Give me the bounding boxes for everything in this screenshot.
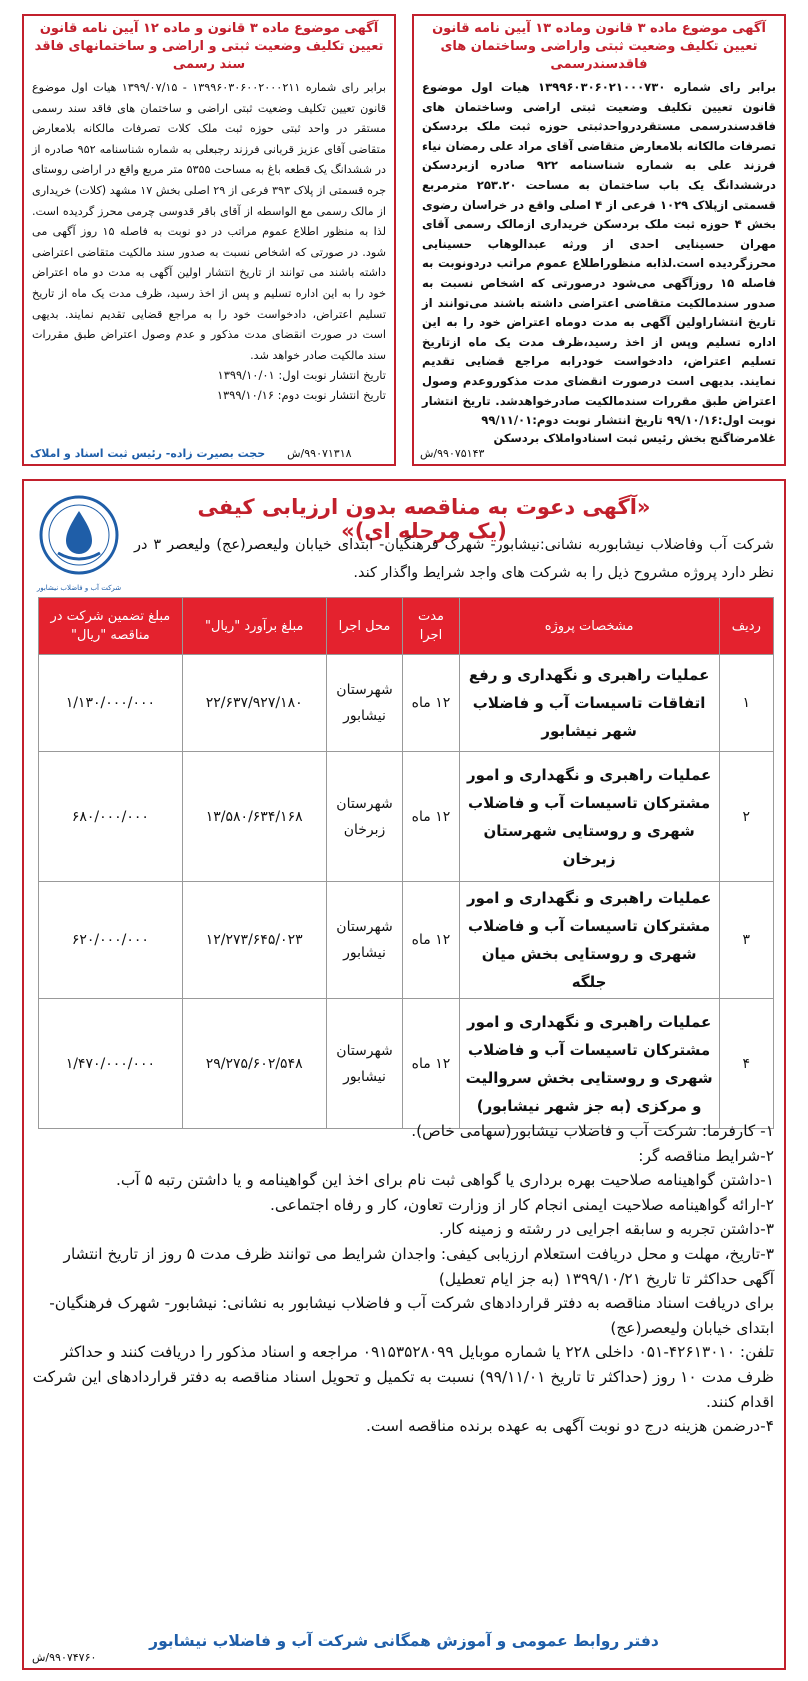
bond-amount: ۱/۴۷۰/۰۰۰/۰۰۰ xyxy=(39,999,183,1129)
row-number: ۲ xyxy=(719,752,773,882)
row-number: ۳ xyxy=(719,882,773,999)
duration: ۱۲ ماه xyxy=(403,882,459,999)
condition-item: ۱- کارفرما: شرکت آب و فاضلاب نیشابور(سهامی خاص). xyxy=(411,1122,774,1140)
duration: ۱۲ ماه xyxy=(403,752,459,882)
condition-item: برای دریافت اسناد مناقصه به دفتر قراردادهای شرکت آب و فاضلاب نیشابور به نشانی: نیشابور- شهرک فرهنگیان- ابتدای خیابان ولیعصر(عج) xyxy=(49,1294,774,1337)
notice-right xyxy=(412,14,786,466)
notice-left-date2: تاریخ انتشار نوبت دوم: ۱۳۹۹/۱۰/۱۶ xyxy=(216,387,386,402)
notice-right-code: ۹۹۰۷۵۱۴۳/ش xyxy=(420,447,485,460)
tender-intro: شرکت آب وفاضلاب نیشابوربه نشانی:نیشابور- شهرک فرهنگیان- ابتدای خیابان ولیعصر(عج) ولیعصر ۳ در نظر دارد پروژه مشروح ذیل را به شرکت های واجد شرایط واگذار کند. xyxy=(134,537,774,581)
bond-amount: ۱/۱۳۰/۰۰۰/۰۰۰ xyxy=(39,655,183,752)
location: شهرستان نیشابور xyxy=(326,882,403,999)
project-spec: عملیات راهبری و نگهداری و امور مشترکان تاسیسات آب و فاضلاب شهری و روستایی بخش سروالیت و مرکزی (به جز شهر نیشابور) xyxy=(459,999,719,1129)
col-project-spec: مشخصات پروژه xyxy=(459,598,719,655)
table-row xyxy=(39,655,774,752)
condition-item: ۲-شرایط مناقصه گر: xyxy=(638,1146,774,1165)
table-row xyxy=(39,752,774,882)
row-number: ۱ xyxy=(719,655,773,752)
duration: ۱۲ ماه xyxy=(403,999,459,1129)
estimate-amount: ۱۲/۲۷۳/۶۴۵/۰۲۳ xyxy=(182,882,326,999)
location: شهرستان زبرخان xyxy=(326,752,403,882)
col-row-number: ردیف xyxy=(719,598,773,655)
table-row xyxy=(39,999,774,1129)
project-spec: عملیات راهبری و نگهداری و رفع اتفاقات تاسیسات آب و فاضلاب شهر نیشابور xyxy=(459,655,719,752)
notice-left-title: آگهی موضوع ماده ۳ قانون و ماده ۱۲ آیین نامه قانون تعیین تکلیف وضعیت ثبتی و اراضی و ساختمانهای فاقد سند رسمی xyxy=(34,21,384,72)
estimate-amount: ۲۹/۲۷۵/۶۰۲/۵۴۸ xyxy=(182,999,326,1129)
condition-item: ۱-داشتن گواهینامه صلاحیت بهره برداری یا گواهی ثبت نام برای اخذ این گواهینامه و یا داشتن رتبه ۵ آب. xyxy=(115,1171,774,1190)
notice-left-code xyxy=(30,447,352,460)
col-location: محل اجرا xyxy=(326,598,403,655)
condition-item: ۳-داشتن تجربه و سابقه اجرایی در رشته و زمینه کار. xyxy=(438,1220,774,1239)
notice-right-body: برابر رای شماره ۱۳۹۹۶۰۳۰۶۰۲۱۰۰۰۷۳۰ هیات اول موضوع قانون تعیین تکلیف وضعیت ثبتی اراضی وساختمان های فاقدسندرسمی مستقردرواحدثبتی حوزه ثبت ملک بردسکن تصرفات مالکانه بلامعارض متقاضی آقای مراد علی رمضان نیاء فرزند علی به شماره شناسنامه ۹۲۲ صادره ازبردسکن درششدانگ یک باب ساختمان به مساحت ۲۵۳.۲۰ مترمربع قسمتی ازپلاک ۱۰۲۹ فرعی از ۴ اصلی واقع در خراسان رضوی بخش ۴ حوزه ثبت ملک بردسکن خریداری ازمالک رسمی آقای مهران حسینایی احدی از ورثه عبدالوهاب حسینایی محرزگردیده است.لذابه منظوراطلاع عموم مراتب دردونوبت به فاصله ۱۵ روزآگهی می‌شود درصورتی که اشخاص نسبت به صدور سندمالکیت متقاضی اعتراضی داشته باشند می‌توانند از تاریخ انتشاراولین آگهی به مدت دوماه اعتراض خود را به این اداره تسلیم وپس از اخذ رسید،ظرف مدت یک ماه ازتاریخ تسلیم اعتراض، دادخواست خودرابه مراجع قضایی تقدیم نمایند. بدیهی است درصورت انقضای مدت مذکوروعدم وصول اعتراض طبق مقررات سندمالکیت صادرخواهدشد. تاریخ انتشار نوبت اول:۹۹/۱۰/۱۶ تاریخ انتشار نوبت دوم:۹۹/۱۱/۰۱ xyxy=(422,80,777,428)
project-spec: عملیات راهبری و نگهداری و امور مشترکان تاسیسات آب و فاضلاب شهری و روستایی بخش میان جلگه xyxy=(459,882,719,999)
logo-caption: شرکت آب و فاضلاب نیشابور xyxy=(36,584,122,592)
estimate-amount: ۱۳/۵۸۰/۶۳۴/۱۶۸ xyxy=(182,752,326,882)
tender-notice xyxy=(22,479,786,1670)
condition-item: ۲-ارائه گواهینامه صلاحیت ایمنی انجام کار از وزارت تعاون، کار و رفاه اجتماعی. xyxy=(269,1195,774,1214)
notice-left xyxy=(22,14,396,466)
row-number: ۴ xyxy=(719,999,773,1129)
location: شهرستان نیشابور xyxy=(326,655,403,752)
table-header-row xyxy=(39,598,774,655)
col-bond: مبلغ تضمین شرکت در مناقصه "ریال" xyxy=(39,598,183,655)
project-spec: عملیات راهبری و نگهداری و امور مشترکان تاسیسات آب و فاضلاب شهری و روستایی شهرستان زبرخان xyxy=(459,752,719,882)
condition-item: تلفن: ۴۲۶۱۳۰۱۰-۰۵۱ داخلی ۲۲۸ یا شماره موبایل ۰۹۱۵۳۵۲۸۰۹۹ مراجعه و اسناد مذکور را دریافت کنند و حداکثر ظرف مدت ۱۰ روز (حداکثر تا تاریخ ۹۹/۱۱/۰۱) نسبت به تکمیل و تحویل اسناد مناقصه به دفتر قراردادهای این شرکت اقدام کنند. xyxy=(32,1343,774,1411)
notice-right-signature: غلامرضاگنج بخش رئیس ثبت اسنادواملاک بردسکن xyxy=(493,430,776,445)
duration: ۱۲ ماه xyxy=(403,655,459,752)
location: شهرستان نیشابور xyxy=(326,999,403,1129)
col-duration: مدت اجرا xyxy=(403,598,459,655)
condition-item: ۴-درضمن هزینه درج دو نوبت آگهی به عهده برنده مناقصه است. xyxy=(365,1417,774,1436)
notice-left-date1: تاریخ انتشار نوبت اول: ۱۳۹۹/۱۰/۰۱ xyxy=(217,368,386,383)
bond-amount: ۶۲۰/۰۰۰/۰۰۰ xyxy=(39,882,183,999)
tender-code: ۹۹۰۷۴۷۶۰/ش xyxy=(32,1651,97,1664)
notice-left-code-text: ۹۹۰۷۱۳۱۸/ش xyxy=(287,447,352,460)
bond-amount: ۶۸۰/۰۰۰/۰۰۰ xyxy=(39,752,183,882)
notice-right-title: آگهی موضوع ماده ۳ قانون وماده ۱۳ آیین نامه قانون تعیین تکلیف وضعیت ثبتی واراضی وساختمان های فاقدسندرسمی xyxy=(432,21,766,72)
col-estimate: مبلغ برآورد "ریال" xyxy=(182,598,326,655)
project-table xyxy=(38,597,774,1129)
table-row xyxy=(39,882,774,999)
notice-left-signature: حجت بصیرت زاده- رئیس ثبت اسناد و املاک xyxy=(30,447,266,460)
tender-conditions xyxy=(30,1119,774,1439)
estimate-amount: ۲۲/۶۳۷/۹۲۷/۱۸۰ xyxy=(182,655,326,752)
condition-item: ۳-تاریخ، مهلت و محل دریافت استعلام ارزیابی کیفی: واجدان شرایط می توانند ظرف مدت ۵ روز از تاریخ انتشار آگهی حداکثر تا تاریخ ۱۳۹۹/۱۰/۲۱ (به جز ایام تعطیل) xyxy=(63,1244,774,1288)
tender-title: «آگهی دعوت به مناقصه بدون ارزیابی کیفی (یک مرحله ای)» xyxy=(197,495,651,543)
notice-left-body: برابر رای شماره ۱۳۹۹۶۰۳۰۶۰۰۲۰۰۰۲۱۱ - ۱۳۹۹/۰۷/۱۵ هیات اول موضوع قانون تعیین تکلیف وضعیت ثبتی اراضی و ساختمان های فاقد سند رسمی مستقر در واحد ثبتی حوزه ثبت ملک کلات تصرفات مالکانه بلامعارض متقاضی آقای عزیز قربانی فرزند رجبعلی به شماره شناسنامه ۹۵۲ صادره از در ششدانگ یک قطعه باغ به مساحت ۵۳۵۵ متر مربع واقع در اراضی روستای جره قسمتی از پلاک ۳۹۳ فرعی از ۲۹ اصلی بخش ۱۷ مشهد (کلات) خریداری از مالک رسمی مع الواسطه از آقای باقر قدوسی چرمی محرز گردیده است. لذا به منظور اطلاع عموم مراتب در دو نوبت به فاصله ۱۵ روز آگهی می شود. در صورتی که اشخاص نسبت به صدور سند مالکیت متقاضی اعتراضی داشته باشند می توانند از تاریخ انتشار اولین آگهی به مدت دو ماه اعتراض خود را به این اداره تسلیم و پس از اخذ رسید، ظرف مدت یک ماه از تاریخ تسلیم اعتراض، دادخواست خود را به مراجع قضایی تقدیم نمایند. بدیهی است در صورت انقضای مدت مذکور و عدم وصول اعتراض طبق مقررات سند مالکیت صادر خواهد شد. xyxy=(32,81,387,362)
tender-footer-signature: دفتر روابط عمومی و آموزش همگانی شرکت آب و فاضلاب نیشابور xyxy=(149,1632,659,1650)
